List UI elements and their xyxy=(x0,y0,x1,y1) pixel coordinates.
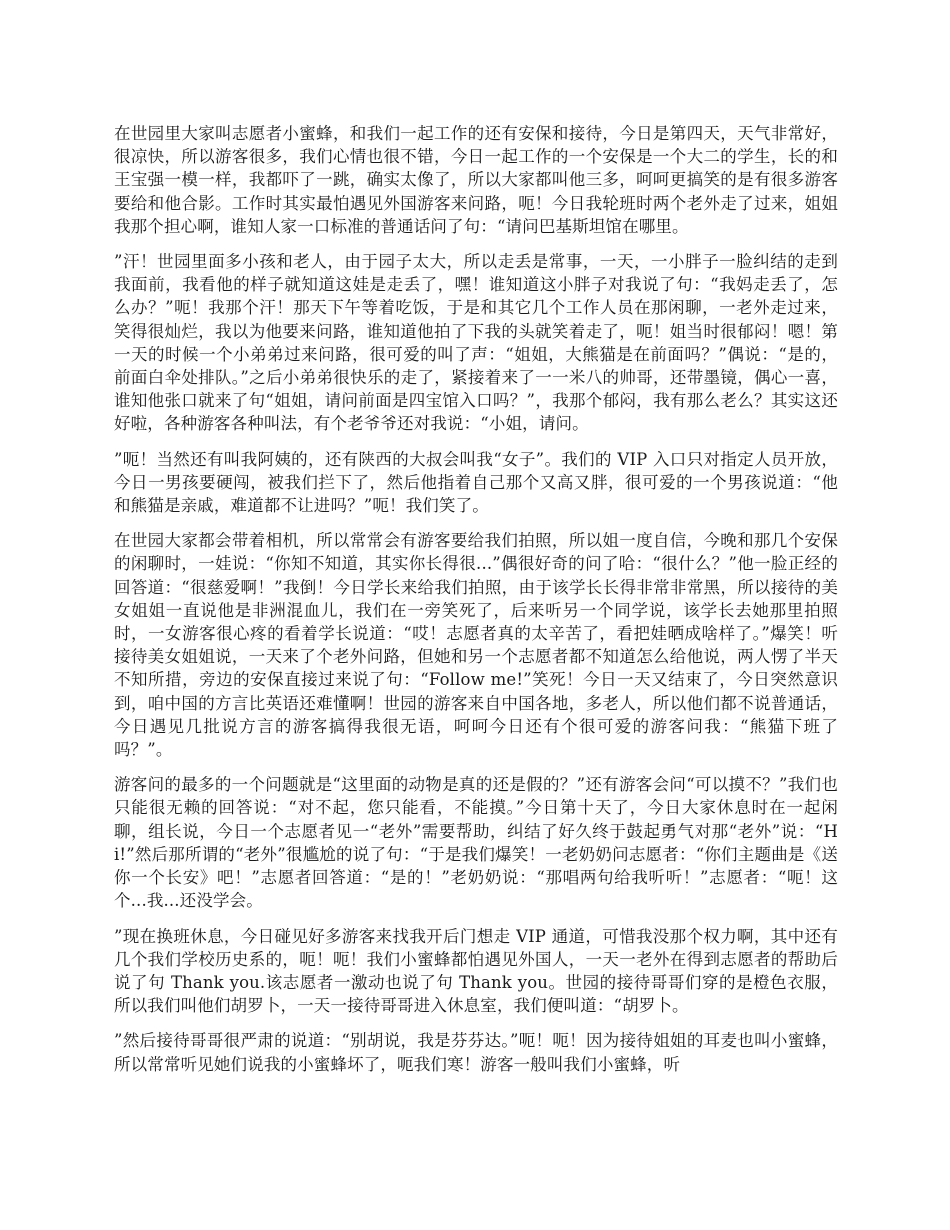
paragraph-2: ”汗！世园里面多小孩和老人，由于园子太大，所以走丢是常事，一天，一小胖子一脸纠结的走到我面前，我看他的样子就知道这娃是走丢了，嘿！谁知道这小胖子对我说了句：“我妈走丢了，怎么办？”呃！我那个汗！那天下午等着吃饭，于是和其它几个工作人员在那闲聊，一老外走过来，笑得很灿烂，我以为他要来问路，谁知道他拍了下我的头就笑着走了，呃！姐当时很郁闷！嗯！第一天的时候一个小弟弟过来问路，很可爱的叫了声：“姐姐，大熊猫是在前面吗？”偶说：“是的，前面白伞处排队。”之后小弟弟很快乐的走了，紧接着来了一一米八的帅哥，还带墨镜，偶心一喜，谁知他张口就来了句“姐姐，请问前面是四宝馆入口吗？”，我那个郁闷，我有那么老么？其实这还好啦，各种游客各种叫法，有个老爷爷还对我说：“小姐，请问。 xyxy=(114,252,838,434)
paragraph-7: ”然后接待哥哥很严肃的说道：“别胡说，我是芬芬达。”呃！呃！因为接待姐姐的耳麦也叫小蜜蜂，所以常常听见她们说我的小蜜蜂坏了，呃我们寒！游客一般叫我们小蜜蜂，听 xyxy=(114,1031,838,1074)
paragraph-6: ”现在换班休息，今日碰见好多游客来找我开后门想走 VIP 通道，可惜我没那个权力啊，其中还有几个我们学校历史系的，呃！呃！我们小蜜蜂都怕遇见外国人，一天一老外在得到志愿者的帮助后说了句 Thank you.该志愿者一激动也说了句 Thank you。世园的接待哥哥们穿的是橙色衣服，所以我们叫他们胡罗卜，一天一接待哥哥进入休息室，我们便叫道：“胡罗卜。 xyxy=(114,926,838,1016)
paragraph-3: ”呃！当然还有叫我阿姨的，还有陕西的大叔会叫我“女子”。我们的 VIP 入口只对指定人员开放，今日一男孩要硬闯，被我们拦下了，然后他指着自己那个又高又胖，很可爱的一个男孩说道：“他和熊猫是亲戚，难道都不让进吗？”呃！我们笑了。 xyxy=(114,449,838,516)
paragraph-5: 游客问的最多的一个问题就是“这里面的动物是真的还是假的？”还有游客会问“可以摸不？”我们也只能很无赖的回答说：“对不起，您只能看，不能摸。”今日第十天了，今日大家休息时在一起闲聊，组长说，今日一个志愿者见一“老外”需要帮助，纠结了好久终于鼓起勇气对那“老外”说：“Hi!”然后那所谓的“老外”很尴尬的说了句：“于是我们爆笑！一老奶奶问志愿者：“你们主题曲是《送你一个长安》吧！”志愿者回答道：“是的！”老奶奶说：“那唱两句给我听听！”志愿者：“呃！这个...我...还没学会。 xyxy=(114,775,838,911)
paragraph-4: 在世园大家都会带着相机，所以常常会有游客要给我们拍照，所以姐一度自信，今晚和那几个安保的闲聊时，一娃说：“你知不知道，其实你长得很...”偶很好奇的问了哈：“很什么？”他一脸正经的回答道：“很慈爱啊！”我倒！今日学长来给我们拍照，由于该学长长得非常非常黑，所以接待的美女姐姐一直说他是非洲混血儿，我们在一旁笑死了，后来听另一个同学说，该学长去她那里拍照时，一女游客很心疼的看着学长说道：“哎！志愿者真的太辛苦了，看把娃晒成啥样了。”爆笑！听接待美女姐姐说，一天来了个老外问路，但她和另一个志愿者都不知道怎么给他说，两人愣了半天不知所措，旁边的安保直接过来说了句：“Follow me!”笑死！今日一天又结束了，今日突然意识到，咱中国的方言比英语还难懂啊！世园的游客来自中国各地，多老人，所以他们都不说普通话，今日遇见几批说方言的游客搞得我很无语，呵呵今日还有个很可爱的游客问我：“熊猫下班了吗？”。 xyxy=(114,531,838,760)
paragraph-1: 在世园里大家叫志愿者小蜜蜂，和我们一起工作的还有安保和接待，今日是第四天，天气非常好，很凉快，所以游客很多，我们心情也很不错，今日一起工作的一个安保是一个大二的学生，长的和王宝强一模一样，我都吓了一跳，确实太像了，所以大家都叫他三多，呵呵更搞笑的是有很多游客要给和他合影。工作时其实最怕遇见外国游客来问路，呃！今日我轮班时两个老外走了过来，姐姐我那个担心啊，谁知人家一口标准的普通话问了句：“请问巴基斯坦馆在哪里。 xyxy=(114,124,838,236)
